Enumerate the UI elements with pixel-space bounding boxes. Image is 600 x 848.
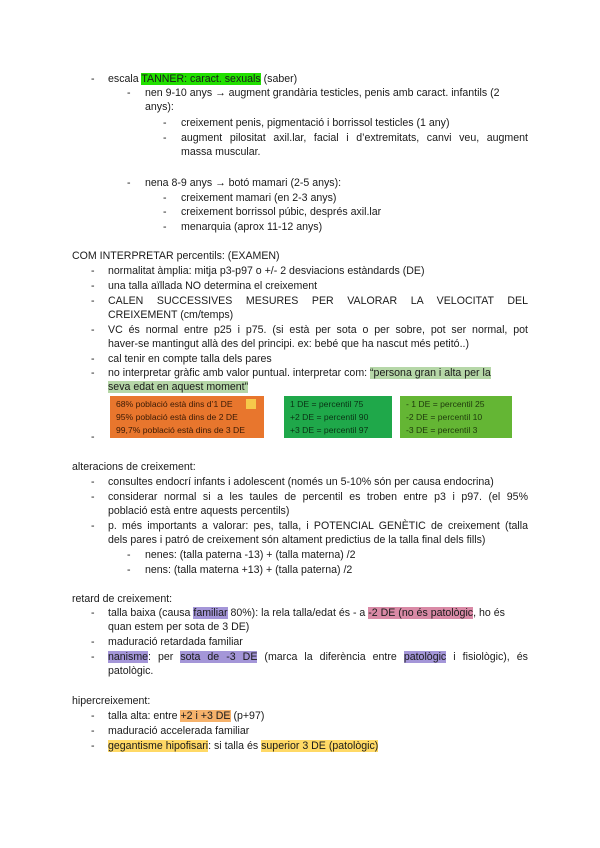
std-dev-orange-box (110, 396, 264, 438)
tanner-boys-sub1: creixement penis, pigmentació i borrissol testicles (1 any) (181, 117, 450, 129)
formula-boys: nens: (talla materna +13) + (talla paterna) /2 (145, 564, 353, 576)
yellow-marker-icon (246, 399, 256, 409)
bullet-dash: - (91, 651, 95, 663)
box-line: +3 DE = percentil 97 (290, 425, 369, 435)
hiper-bullet-1: talla alta: entre +2 i +3 DE (p+97) (108, 710, 265, 722)
percentils-bullet-4: VC és normal entre p25 i p75. (si està per sota o per sobre, pot ser normal, pot (108, 324, 528, 336)
retard-bullet-1: talla baixa (causa familiar 80%): la rela talla/edat és - a -2 DE (no és patològic, ho és (108, 607, 505, 619)
retard-bullet-3-cont: patològic. (108, 665, 154, 677)
std-dev-lightgreen-box (400, 396, 512, 438)
hiper-bullet-3: gegantisme hipofisari: si talla és superior 3 DE (patològic) (108, 740, 379, 752)
hiper-bullet-2: maduració accelerada familiar (108, 725, 250, 737)
bullet-dash: - (91, 740, 95, 752)
bullet-dash: - (91, 280, 95, 292)
hiper-heading: hipercreixement: (72, 695, 151, 707)
familiar-highlight: familiar (193, 607, 228, 619)
alteracions-bullet-1: consultes endocrí infants i adolescent (només un 5-10% són per causa endocrina) (108, 476, 494, 488)
alteracions-bullet-2: considerar normal si a les taules de percentil es troben entre p3 i p97. (el 95% (108, 491, 528, 503)
tanner-girls-line: nena 8-9 anys → botó mamari (2-5 anys): (145, 177, 342, 189)
alteracions-bullet-3: p. més importants a valorar: pes, talla, i POTENCIAL GENÈTIC de creixement (talla (108, 520, 528, 532)
bullet-dash: - (163, 192, 167, 204)
retard-heading: retard de creixement: (72, 593, 173, 605)
bullet-dash: - (91, 265, 95, 277)
bullet-dash: - (91, 367, 95, 379)
tanner-girls-sub1: creixement mamari (en 2-3 anys) (181, 192, 337, 204)
bullet-dash: - (91, 636, 95, 648)
minus-2de-highlight: -2 DE (no és patològic (368, 607, 474, 619)
retard-bullet-2: maduració retardada familiar (108, 636, 243, 648)
nanisme-highlight: nanisme (108, 651, 149, 663)
tanner-boys-line: nen 9-10 anys → augment grandària testicles, penis amb caract. infantils (2 (145, 87, 500, 99)
quote-highlight: seva edat en aquest moment” (108, 381, 249, 393)
bullet-dash: - (91, 476, 95, 488)
bullet-dash: - (91, 324, 95, 336)
box-line: 99,7% població està dins de 3 DE (116, 425, 245, 435)
tanner-boys-line-2: anys): (145, 101, 174, 113)
std-dev-green-box (284, 396, 392, 438)
bullet-dash: - (91, 431, 95, 443)
tanner-boys-sub2: augment pilositat axil.lar, facial i d’extremitats, canvi veu, augment (181, 132, 528, 144)
box-line: +2 DE = percentil 90 (290, 412, 369, 422)
gegantisme-highlight: gegantisme hipofisari (108, 740, 209, 752)
tanner-girls-sub2: creixement borrissol púbic, després axil.lar (181, 206, 382, 218)
bullet-dash: - (163, 132, 167, 144)
box-line: -2 DE = percentil 10 (406, 412, 483, 422)
bullet-dash: - (127, 549, 131, 561)
bullet-dash: - (163, 206, 167, 218)
bullet-dash: - (163, 117, 167, 129)
alteracions-bullet-3-cont: dels pares i patró de creixement són altament predictius de la talla final dels fills) (108, 534, 486, 546)
bullet-dash: - (163, 221, 167, 233)
plus-2-3de-highlight: +2 i +3 DE (180, 710, 231, 722)
box-line: 1 DE = percentil 75 (290, 399, 364, 409)
alteracions-heading: alteracions de creixement: (72, 461, 196, 473)
patologic-highlight: patològic (403, 651, 447, 663)
retard-bullet-3: nanisme: per sota de -3 DE (marca la diferència entre patològic i fisiològic), és (108, 651, 528, 663)
bullet-dash: - (91, 353, 95, 365)
percentils-bullet-4-cont: haver-se mantingut allà des del principi. ex: bebé que ha nascut més petitó..) (108, 338, 469, 350)
box-line: 95% població està dins de 2 DE (116, 412, 238, 422)
percentils-bullet-3-cont: CREIXEMENT (cm/temps) (108, 309, 234, 321)
alteracions-bullet-2-cont: població està entre aquests percentils) (108, 505, 290, 517)
percentils-bullet-6-cont (108, 381, 248, 394)
bullet-dash: - (91, 520, 95, 532)
quote-highlight: “persona gran i alta per la (370, 367, 491, 379)
percentils-bullet-2: una talla aïllada NO determina el creixement (108, 280, 318, 292)
bullet-dash: - (127, 177, 131, 189)
percentils-bullet-3: CALEN SUCCESSIVES MESURES PER VALORAR LA VELOCITAT DEL (108, 295, 528, 307)
percentils-bullet-6: no interpretar gràfic amb valor puntual. interpretar com: “persona gran i alta per la (108, 367, 491, 379)
bullet-dash: - (127, 87, 131, 99)
bullet-dash: - (91, 725, 95, 737)
formula-girls: nenes: (talla paterna -13) + (talla materna) /2 (145, 549, 356, 561)
bullet-dash: - (91, 295, 95, 307)
percentils-heading: COM INTERPRETAR percentils: (EXAMEN) (72, 250, 280, 262)
sota-3de-highlight: sota de -3 DE (180, 651, 258, 663)
box-line: - 1 DE = percentil 25 (406, 399, 485, 409)
box-line: 68% població està dins d’1 DE (116, 399, 233, 409)
bullet-dash: - (127, 564, 131, 576)
box-line: -3 DE = percentil 3 (406, 425, 478, 435)
bullet-dash: - (91, 73, 95, 85)
bullet-dash: - (91, 491, 95, 503)
tanner-boys-sub2-cont: massa muscular. (181, 146, 261, 158)
percentils-bullet-1: normalitat àmplia: mitja p3-p97 o +/- 2 desviacions estàndards (DE) (108, 265, 425, 277)
tanner-highlight: TANNER: caract. sexuals (141, 73, 261, 85)
bullet-dash: - (91, 607, 95, 619)
retard-bullet-1-cont: quan estem per sota de 3 DE) (108, 621, 250, 633)
percentils-bullet-5: cal tenir en compte talla dels pares (108, 353, 272, 365)
bullet-dash: - (91, 710, 95, 722)
tanner-girls-sub3: menarquia (aprox 11-12 anys) (181, 221, 323, 233)
superior-3de-highlight: superior 3 DE (patològic) (261, 740, 379, 752)
tanner-line: escala TANNER: caract. sexuals (saber) (108, 73, 298, 85)
